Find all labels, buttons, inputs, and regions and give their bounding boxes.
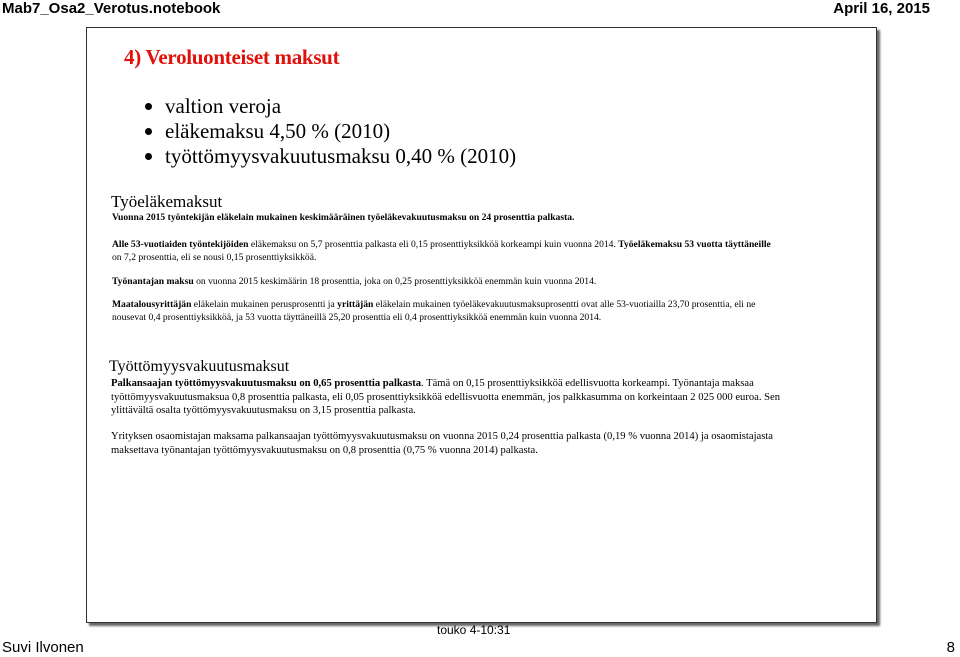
text-run: . Tämä on 0,15 prosenttiyksikköä edellisvuotta korkeampi. Työnantaja maksaa työttömyysvakuutusmaksua 0,8 prosenttia palkasta, eli 0,05 prosenttiyksikköä edellisvuotta enemmän, jos palkkasumma on korkeintaan 2 025 000 euroa. Sen ylittävältä osalta työttömyysvakuutusmaksu on 3,15 prosenttia palkasta.: [111, 378, 781, 416]
text-run: on vuonna 2015 keskimäärin 18 prosenttia, joka on 0,25 prosenttiyksikköä enemmän kuin vuonna 2014.: [193, 276, 597, 287]
text-run: eläkelain mukainen työeläkevakuutusmaksuprosentti ovat alle 53-vuotiailla 23,70 prosenttia, eli ne nousevat 0,4 prosenttiyksikköä, ja 53 vuotta täyttäneillä 25,20 prosenttia eli 0,4 prosenttiyksikköä enemmän kuin vuonna 2014.: [112, 299, 756, 323]
bold-text-run: Työnantajan maksu: [112, 276, 194, 287]
bullet-item: valtion veroja: [142, 94, 516, 119]
paragraph-entrepreneur: [112, 298, 772, 324]
paragraph-employer-fee: [112, 275, 772, 288]
bold-text-run: yrittäjän: [337, 299, 374, 310]
document-date: April 16, 2015: [833, 0, 930, 17]
bullet-list: [142, 94, 516, 169]
bullet-item: työttömyysvakuutusmaksu 0,40 % (2010): [142, 144, 516, 169]
notebook-page: [86, 27, 877, 623]
section-heading-tyottomyysvakuutusmaksut: Työttömyysvakuutusmaksut: [109, 358, 290, 375]
bold-text-run: Työeläkemaksu 53 vuotta täyttäneille: [618, 239, 771, 250]
text-run: eläkelain mukainen perusprosentti ja: [191, 299, 338, 310]
paragraph-intro: Vuonna 2015 työntekijän eläkelain mukainen keskimääräinen työeläkevakuutusmaksu on 24 prosenttia palkasta.: [112, 212, 575, 223]
text-run: on 7,2 prosenttia, eli se nousi 0,15 prosenttiyksikköä.: [112, 252, 317, 263]
text-run: eläkemaksu on 5,7 prosenttia palkasta eli 0,15 prosenttiyksikköä korkeampi kuin vuonna 2014.: [248, 239, 619, 250]
page-number: 8: [946, 639, 955, 656]
section-heading-tyoelakemaksut: Työeläkemaksut: [111, 192, 223, 211]
footer-author: Suvi Ilvonen: [2, 639, 84, 656]
bullet-item: eläkemaksu 4,50 % (2010): [142, 119, 516, 144]
document-title: Mab7_Osa2_Verotus.notebook: [2, 0, 221, 17]
slide-heading: 4) Veroluonteiset maksut: [124, 45, 340, 69]
bold-text-run: Alle 53-vuotiaiden työntekijöiden: [112, 239, 249, 250]
paragraph-under-53: [112, 238, 772, 264]
bold-text-run: Maatalousyrittäjän: [112, 299, 192, 310]
paragraph-part-owner: Yrityksen osaomistajan maksama palkansaajan työttömyysvakuutusmaksu on vuonna 2015 0,24 prosenttia palkasta (0,19 % vuonna 2014) ja osaomistajasta maksettava työnantajan työttömyysvakuutusmaksu on 0,8 prosenttia (0,75 % vuonna 2014) palkasta.: [111, 431, 773, 456]
paragraph-employee-unemployment-fee: [111, 377, 811, 418]
page-timestamp: touko 4-10:31: [437, 623, 511, 637]
bold-text-run: Palkansaajan työttömyysvakuutusmaksu on 0,65 prosenttia palkasta: [111, 378, 422, 389]
